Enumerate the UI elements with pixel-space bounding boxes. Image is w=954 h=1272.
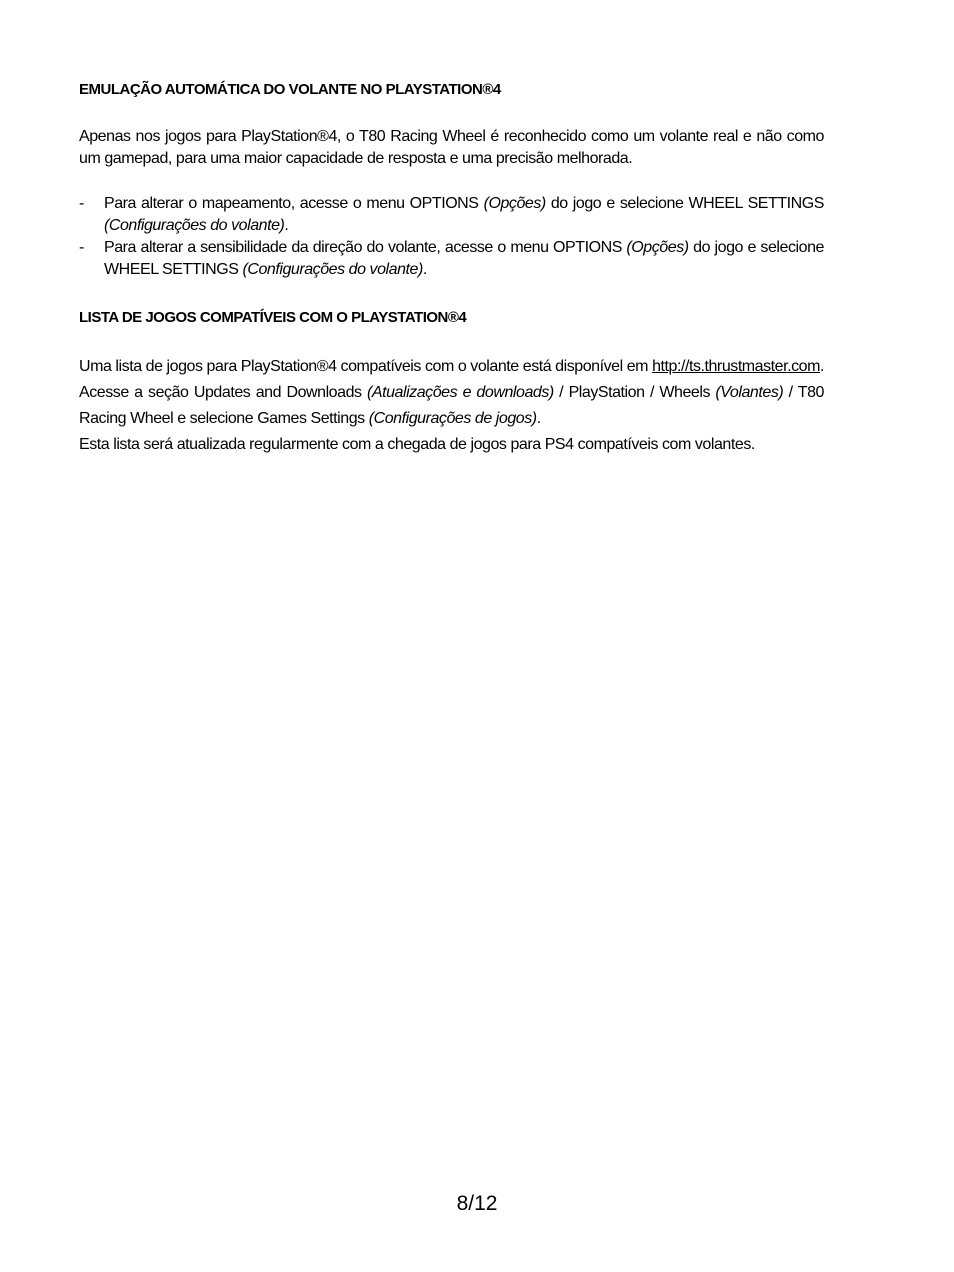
paragraph-text: . Acesse a seção Updates and Downloads [79, 358, 824, 401]
bullet-item-mapping [79, 193, 824, 237]
thrustmaster-link[interactable]: http://ts.thrustmaster.com [652, 358, 820, 375]
bullet-text: . [422, 261, 427, 278]
bullet-text: Para alterar a sensibilidade da direção do volante, acesse o menu OPTIONS [104, 239, 627, 256]
bullet-dash: - [79, 239, 84, 256]
section-heading-wheel-emulation: EMULAÇÃO AUTOMÁTICA DO VOLANTE NO PLAYSTATION®4 [79, 81, 501, 98]
wheel-emulation-paragraph: Apenas nos jogos para PlayStation®4, o T80 Racing Wheel é reconhecido como um volante real e não como um gamepad, para uma maior capacidade de resposta e uma precisão melhorada. [79, 128, 824, 167]
paragraph-text: / T80 Racing Wheel e selecione Games Settings [79, 384, 824, 427]
italic-updates-downloads: (Atualizações e downloads) [366, 384, 554, 401]
compatible-games-paragraph [79, 354, 824, 432]
bullet-italic-options: (Opções) [483, 195, 546, 212]
page-number: 8/12 [456, 1192, 498, 1215]
bullet-italic-options: (Opções) [626, 239, 689, 256]
bullet-dash: - [79, 195, 84, 212]
bullet-italic-wheel-settings: (Configurações do volante) [104, 217, 285, 234]
document-body [79, 78, 824, 458]
paragraph-text: . [536, 410, 541, 427]
bullet-item-sensitivity [79, 237, 824, 281]
bullet-text: . [284, 217, 289, 234]
italic-games-settings: (Configurações de jogos) [368, 410, 537, 427]
paragraph-text: / PlayStation / Wheels [553, 384, 716, 401]
italic-volantes: (Volantes) [715, 384, 784, 401]
options-bullet-list [79, 193, 824, 281]
update-notice-paragraph: Esta lista será atualizada regularmente com a chegada de jogos para PS4 compatíveis com volantes. [79, 436, 755, 453]
paragraph-text: Uma lista de jogos para PlayStation®4 compatíveis com o volante está disponível em [79, 358, 653, 375]
bullet-text: do jogo e selecione WHEEL SETTINGS [104, 239, 824, 278]
bullet-italic-wheel-settings: (Configurações do volante) [242, 261, 423, 278]
bullet-text: do jogo e selecione WHEEL SETTINGS [545, 195, 824, 212]
section-heading-compatible-games: LISTA DE JOGOS COMPATÍVEIS COM O PLAYSTATION®4 [79, 309, 467, 326]
bullet-text: Para alterar o mapeamento, acesse o menu OPTIONS [104, 195, 484, 212]
